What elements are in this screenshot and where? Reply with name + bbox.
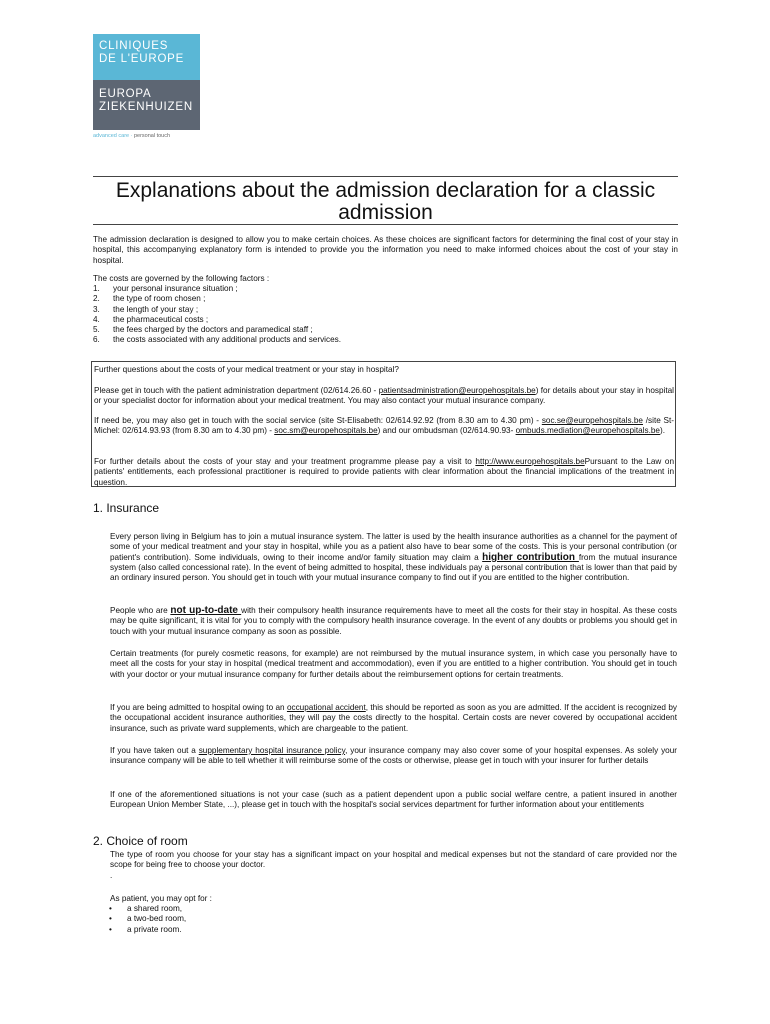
title-rule-top <box>93 176 678 177</box>
text-run: , your insurance company may also cover some of your hospital expenses. As solely your insurance company will be able to tell whether it will reimburse some of the costs or otherwise, please get in touch with your insurer for further details <box>110 746 677 766</box>
logo-tagline <box>93 133 170 139</box>
section-heading-room: 2. Choice of room <box>93 834 188 848</box>
list-item <box>93 325 341 335</box>
text-run: For further details about the costs of your stay and your treatment programme please pay a visit to <box>94 457 476 466</box>
bullet-icon: • <box>109 914 112 924</box>
text-run: Please get in touch with the patient administration department (02/614.26.60 - <box>94 386 379 395</box>
tagline-part-a: advanced care · <box>93 133 134 139</box>
text-run: Pursuant to the Law on patients' entitlements, each professional practitioner is required to provide patients with clear information about the financial implications of the treatment in question. <box>94 457 674 487</box>
logo-line-2: DE L'EUROPE <box>99 53 185 65</box>
list-number: 1. <box>93 284 100 293</box>
text-run: with their compulsory health insurance requirements have to meet all the costs for their stay in hospital. As these costs may be quite significant, it is vital for you to comply with the compulsory health insurance coverage. In the event of any doubts or problems you should get in touch with your mutual insurance company as soon as possible. <box>110 606 677 636</box>
list-text: the type of room chosen ; <box>113 294 206 304</box>
patient-admin-email-link[interactable]: patientsadministration@europehospitals.be <box>378 386 536 395</box>
social-service-sm-email-link[interactable]: soc.sm@europehospitals.be <box>274 426 378 436</box>
title-line-2: admission <box>338 201 433 224</box>
list-item <box>93 294 341 304</box>
website-link[interactable]: http://www.europehospitals.be <box>475 457 585 466</box>
room-paragraph-1: The type of room you choose for your stay has a significant impact on your hospital and medical expenses but not the standard of care provided nor the scope for being free to choose your doctor. <box>110 850 677 870</box>
logo-top-block <box>93 34 200 80</box>
text-run: from the mutual insurance system (also called concessional rate). In the event of being admitted to hospital, these individuals pay a personal contribution that is lower than that paid by an ordinary insured person. You should get in touch with your mutual insurance company to find out if you are entitled to the higher contribution. <box>110 552 677 583</box>
box-paragraph-2 <box>94 416 674 437</box>
text-run: ). <box>659 426 665 436</box>
list-text: your personal insurance situation ; <box>113 284 238 293</box>
list-text: the costs associated with any additional products and services. <box>113 335 342 345</box>
room-paragraph-2: As patient, you may opt for : <box>110 894 212 903</box>
tagline-part-b: personal touch <box>133 133 171 139</box>
list-text: the pharmaceutical costs ; <box>113 314 209 324</box>
list-number: 6. <box>93 335 100 345</box>
list-number: 2. <box>93 294 100 304</box>
further-questions-box <box>91 361 676 487</box>
section-heading-insurance: 1. Insurance <box>93 501 160 515</box>
box-paragraph-1 <box>94 386 674 407</box>
insurance-paragraph-4 <box>110 703 677 734</box>
list-number: 4. <box>93 314 100 324</box>
list-item <box>93 315 341 325</box>
ombudsman-email-link[interactable]: ombuds.mediation@europehospitals.be <box>515 426 660 436</box>
list-item <box>93 284 341 294</box>
text-run: Every person living in Belgium has to join a mutual insurance system. The latter is used by the health insurance authorities as a channel for the payment of some of your medical treatment and your stay in hospital, while you as a patient also have to bear some of the costs. This is your personal contribution (or patient's contribution). Some individuals, owing to their income and/or family situation may claim a <box>110 532 677 562</box>
list-number: 3. <box>93 304 100 314</box>
insurance-paragraph-2 <box>110 606 677 637</box>
insurance-paragraph-6: If one of the aforementioned situations is not your case (such as a patient dependent upon a public social welfare centre, a patient insured in another European Union Member State, ...), please get in touch with the hospital's social services department for further information about your entitlements <box>110 790 677 810</box>
list-text: a shared room, <box>127 904 183 913</box>
list-number: 5. <box>93 325 100 335</box>
title-line-1: Explanations about the admission declaration for a classic <box>115 179 656 202</box>
underlined-occupational-accident: occupational accident <box>286 703 366 712</box>
bullet-icon: • <box>109 904 112 913</box>
logo-line-1: CLINIQUES <box>99 40 169 52</box>
text-run: If you have taken out a <box>110 746 199 755</box>
list-item <box>93 335 341 345</box>
factors-intro: The costs are governed by the following factors : <box>93 274 270 283</box>
insurance-paragraph-3: Certain treatments (for purely cosmetic reasons, for example) are not reimbursed by the mutual insurance system, in which case you personally have to meet all the costs for your stay in hospital (medical treatment and accommodation), even if you are entitled to a higher contribution. You should get in touch with your doctor or your mutual insurance company for further details about the reimbursement options for certain treatments. <box>110 649 677 679</box>
emphasis-not-up-to-date: not up-to-date <box>170 605 242 616</box>
list-item <box>109 904 186 914</box>
emphasis-higher-contribution: higher contribution <box>482 551 579 563</box>
hospital-logo <box>93 34 200 130</box>
logo-line-3: EUROPA <box>99 88 152 100</box>
text-run: /site St-Michel: 02/614.93.93 (from 8.30 am to 4.30 pm) - <box>94 416 675 436</box>
page-title <box>93 180 678 224</box>
list-item <box>109 925 186 935</box>
insurance-paragraph-5 <box>110 746 677 767</box>
text-run: ) and our ombudsman (02/614.90.93- <box>377 426 516 436</box>
text-run: People who are <box>110 606 171 615</box>
text-run: If you are being admitted to hospital owing to an <box>110 703 287 712</box>
text-run: ) for details about your stay in hospital or your specialist doctor for information about your medical treatment. You may also contact your mutual insurance company. <box>94 386 674 406</box>
bullet-icon: • <box>109 924 112 934</box>
list-text: the length of your stay ; <box>113 304 199 314</box>
list-text: a two-bed room, <box>127 914 187 924</box>
intro-paragraph: The admission declaration is designed to allow you to make certain choices. As these choices are significant factors for determining the final cost of your stay in hospital, this accompanying explanatory form is intended to provide you the information you need to make informed choices about the cost of your stay in hospital. <box>93 235 678 265</box>
list-text: a private room. <box>127 924 182 934</box>
logo-line-4: ZIEKENHUIZEN <box>99 101 193 113</box>
box-heading: Further questions about the costs of your medical treatment or your stay in hospital? <box>94 365 399 374</box>
text-run: If need be, you may also get in touch with the social service (site St-Elisabeth: 02/614.92.92 (from 8.30 am to 4.30 pm) - <box>94 416 542 425</box>
list-item <box>109 914 186 924</box>
factors-list <box>93 284 341 346</box>
box-paragraph-3 <box>94 457 674 488</box>
title-rule-bottom <box>93 224 678 225</box>
room-dot: . <box>110 871 113 880</box>
logo-bottom-block <box>93 80 200 130</box>
room-options-list <box>109 904 186 935</box>
list-text: the fees charged by the doctors and paramedical staff ; <box>113 325 313 335</box>
text-run: , this should be reported as soon as you are admitted. If the accident is recognized by the occupational accident insurance authorities, they will pay the costs directly to the hospital. Certain costs are never covered by occupational accident insurance, such as private ward supplements, which are chargeable to the patient. <box>110 703 677 733</box>
underlined-supplementary-insurance: supplementary hospital insurance policy <box>198 746 346 755</box>
list-item <box>93 305 341 315</box>
insurance-paragraph-1 <box>110 532 677 583</box>
social-service-se-email-link[interactable]: soc.se@europehospitals.be <box>541 416 643 425</box>
